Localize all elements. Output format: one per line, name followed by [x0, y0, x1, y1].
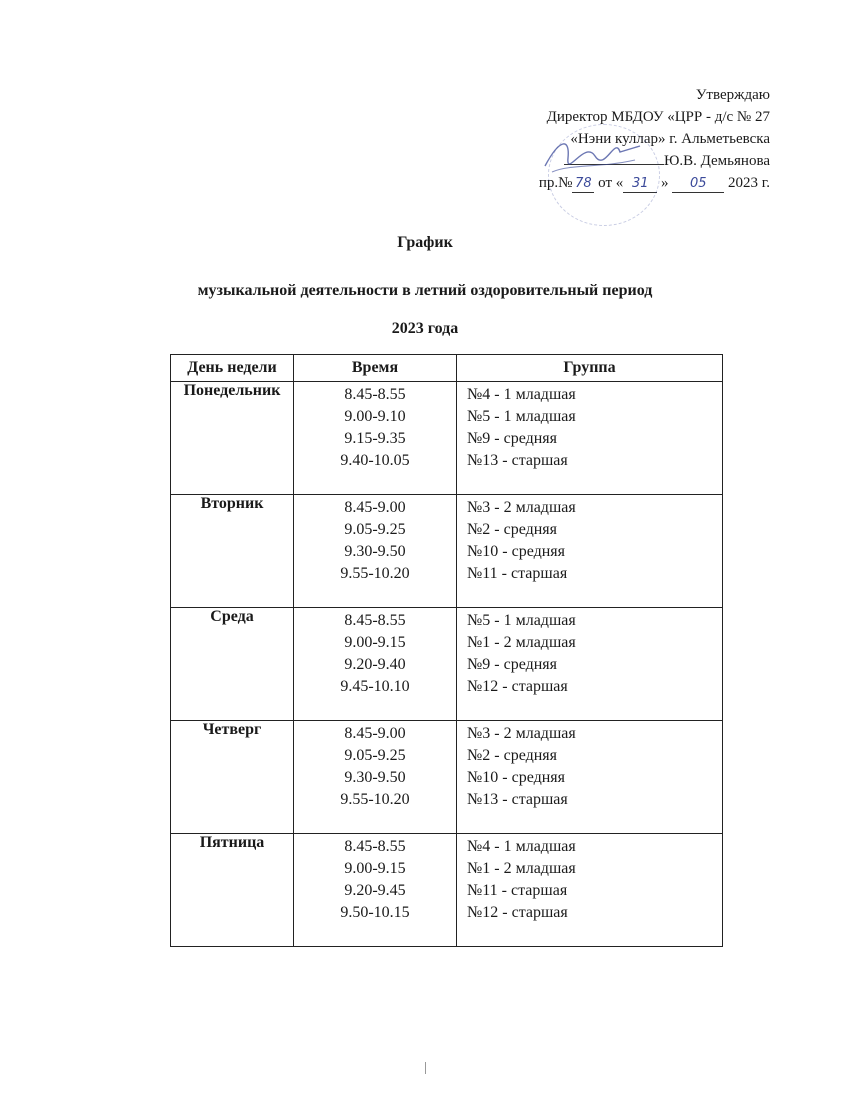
order-day: 31 [623, 176, 657, 193]
group-entry: №11 - старшая [467, 565, 568, 582]
title-line-1: График [397, 234, 453, 251]
table-header-row [171, 355, 723, 382]
group-entry: №12 - старшая [467, 678, 568, 695]
approval-org: «Нэни куллар» г. Альметьевска [570, 131, 770, 147]
header-time: Время [294, 355, 457, 382]
group-cell [457, 608, 723, 721]
order-number: 78 [572, 176, 594, 193]
table-row [171, 382, 723, 495]
time-slot: 9.55-10.20 [340, 565, 410, 582]
time-slot: 9.00-9.10 [344, 408, 406, 425]
time-slot: 8.45-9.00 [344, 725, 406, 742]
time-slot: 9.20-9.40 [344, 656, 406, 673]
day-cell: Четверг [171, 721, 294, 834]
order-month: 05 [672, 176, 724, 193]
time-slot: 9.05-9.25 [344, 521, 406, 538]
group-entry: №9 - средняя [467, 430, 558, 447]
group-entry: №1 - 2 младшая [467, 634, 576, 651]
group-cell [457, 495, 723, 608]
time-slot: 9.00-9.15 [344, 634, 406, 651]
time-cell [294, 721, 457, 834]
title-line-3: 2023 года [391, 320, 459, 337]
group-entry: №9 - средняя [467, 656, 558, 673]
time-slot: 9.20-9.45 [344, 882, 406, 899]
handwritten-signature [540, 128, 650, 178]
day-cell: Пятница [171, 834, 294, 947]
group-entry: №11 - старшая [467, 882, 568, 899]
header-day: День недели [171, 355, 294, 382]
group-cell [457, 721, 723, 834]
group-entry: №10 - средняя [467, 769, 566, 786]
schedule-table [170, 354, 723, 947]
scan-mark [425, 1062, 426, 1074]
time-slot: 9.40-10.05 [340, 452, 410, 469]
time-slot: 9.30-9.50 [344, 769, 406, 786]
group-entry: №1 - 2 младшая [467, 860, 576, 877]
table-row [171, 721, 723, 834]
approval-director: Директор МБДОУ «ЦРР - д/с № 27 [546, 109, 770, 125]
time-cell [294, 608, 457, 721]
group-entry: №5 - 1 младшая [467, 612, 576, 629]
group-entry: №4 - 1 младшая [467, 386, 576, 403]
group-entry: №3 - 2 младшая [467, 499, 576, 516]
time-cell [294, 495, 457, 608]
group-entry: №13 - старшая [467, 452, 568, 469]
time-cell [294, 834, 457, 947]
time-slot: 9.15-9.35 [344, 430, 406, 447]
group-entry: №5 - 1 младшая [467, 408, 576, 425]
group-entry: №13 - старшая [467, 791, 568, 808]
group-entry: №2 - средняя [467, 521, 558, 538]
order-year: 2023 г. [728, 175, 770, 191]
table-row [171, 608, 723, 721]
group-cell [457, 382, 723, 495]
title-line-2: музыкальной деятельности в летний оздоровительный период [197, 282, 653, 299]
order-from: от « [598, 175, 624, 191]
time-cell [294, 382, 457, 495]
order-quote-close: » [661, 175, 669, 191]
time-slot: 8.45-9.00 [344, 499, 406, 516]
time-slot: 9.30-9.50 [344, 543, 406, 560]
time-slot: 9.45-10.10 [340, 678, 410, 695]
group-entry: №3 - 2 младшая [467, 725, 576, 742]
table-row [171, 834, 723, 947]
time-slot: 8.45-8.55 [344, 612, 406, 629]
time-slot: 9.55-10.20 [340, 791, 410, 808]
time-slot: 8.45-8.55 [344, 386, 406, 403]
group-entry: №10 - средняя [467, 543, 566, 560]
day-cell: Среда [171, 608, 294, 721]
time-slot: 9.05-9.25 [344, 747, 406, 764]
day-cell: Вторник [171, 495, 294, 608]
group-entry: №2 - средняя [467, 747, 558, 764]
header-group: Группа [457, 355, 723, 382]
approval-name: Ю.В. Демьянова [663, 153, 770, 169]
group-entry: №12 - старшая [467, 904, 568, 921]
time-slot: 9.50-10.15 [340, 904, 410, 921]
approval-title: Утверждаю [695, 87, 770, 103]
group-cell [457, 834, 723, 947]
time-slot: 8.45-8.55 [344, 838, 406, 855]
day-cell: Понедельник [171, 382, 294, 495]
table-row [171, 495, 723, 608]
order-prefix: пр.№ [538, 175, 573, 191]
time-slot: 9.00-9.15 [344, 860, 406, 877]
group-entry: №4 - 1 младшая [467, 838, 576, 855]
